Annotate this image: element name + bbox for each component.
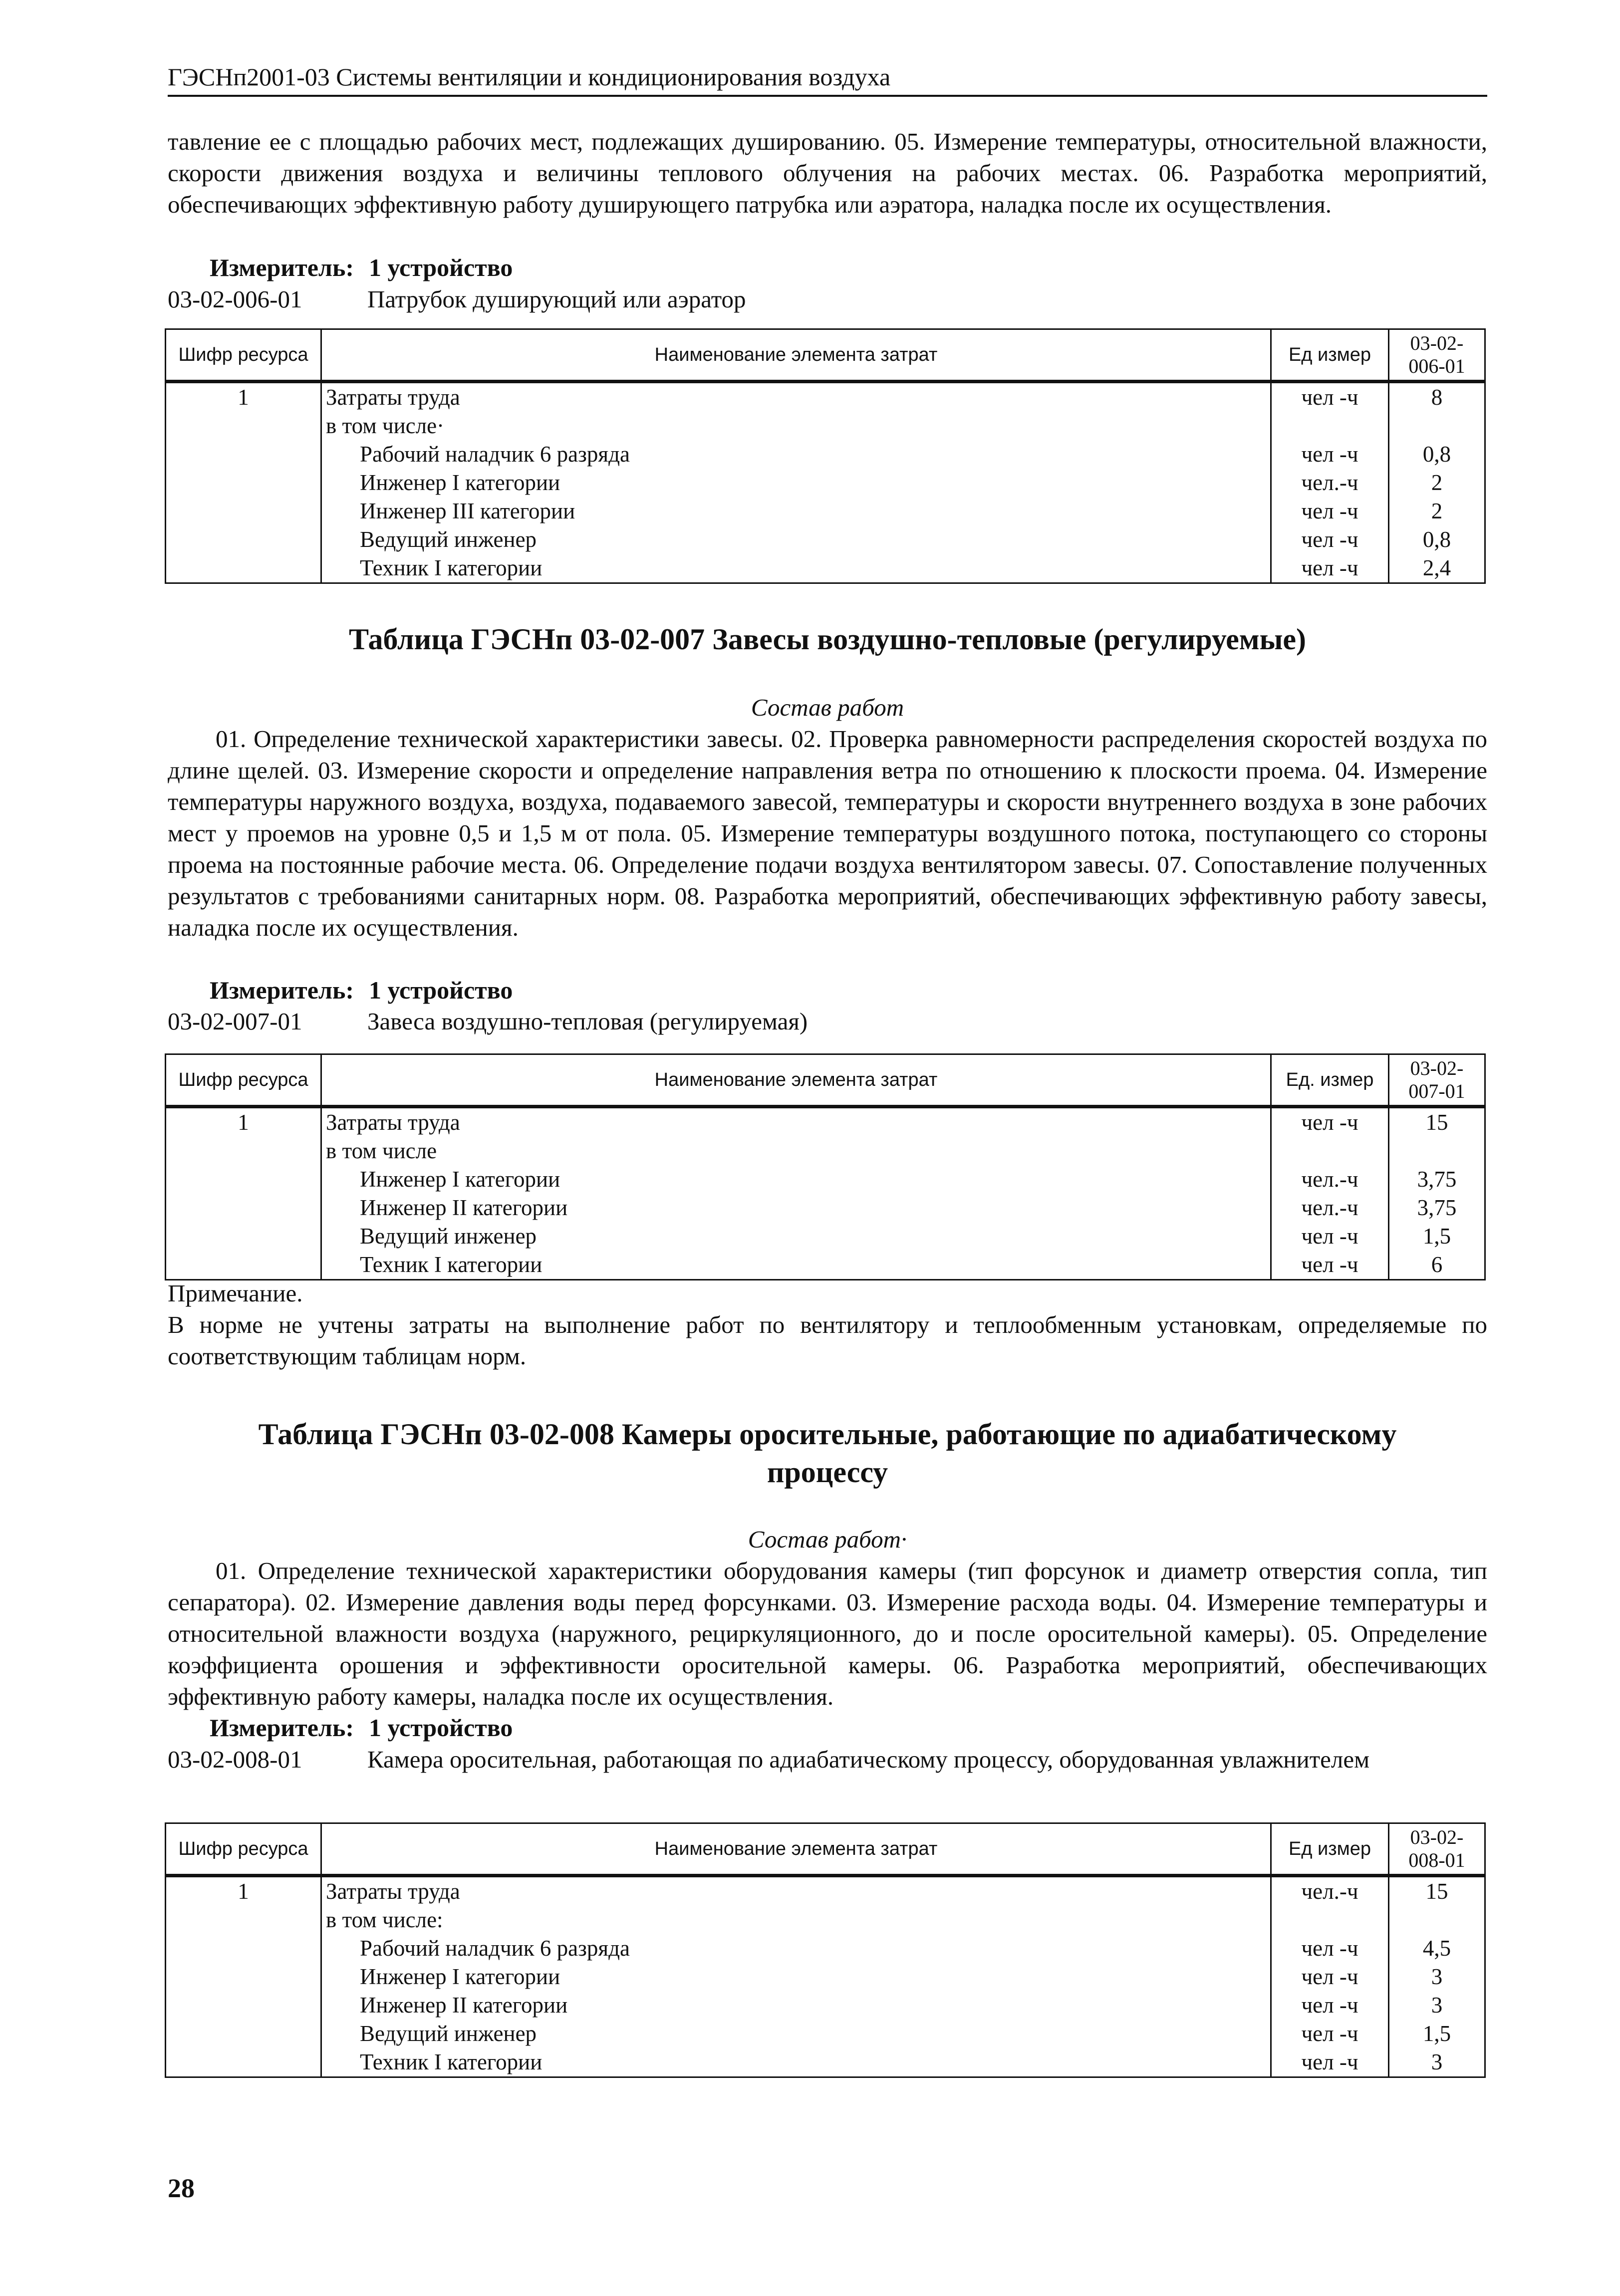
section-title-008: Таблица ГЭСНп 03-02-008 Камеры оросительные, работающие по адиабатическому процессу [258, 1418, 1397, 1489]
resource-table-006 [165, 328, 1486, 584]
resource-code-cell [166, 1963, 321, 1991]
value-cell: 6 [1389, 1251, 1485, 1280]
section-paragraph-008: 01. Определение технической характеристики оборудования камеры (тип форсунок и диаметр отверстия сопла, тип сепаратора). 02. Измерение давления воды перед форсунками. 03. Измерение расхода воды. 04. Измерение температуры и относительной влажности воздуха (наружного, рециркуляционного, до и после оросительной камеры). 05. Определение коэффициента орошения и эффективности оросительной камеры. 06. Разработка мероприятий, обеспечивающих эффективную работу камеры, наладка после их осуществления. [168, 1557, 1487, 1710]
unit-cell: чел -ч [1271, 1991, 1389, 2020]
page-number: 28 [168, 2173, 195, 2203]
measure-line-3 [210, 1712, 513, 1744]
cost-element-name: в том числе [321, 1137, 1271, 1165]
column-header-unit: Ед. измер [1271, 1054, 1389, 1107]
table-row [166, 382, 1485, 412]
cost-element-name: в том числе: [321, 1906, 1271, 1934]
unit-cell: чел -ч [1271, 497, 1389, 525]
section-paragraph-007: 01. Определение технической характеристики завесы. 02. Проверка равномерности распределения скоростей воздуха по длине щелей. 03. Измерение скорости и определение направления ветра по отношению к плоскости проема. 04. Измерение температуры наружного воздуха, воздуха, подаваемого завесой, температуры и скорости внутреннего воздуха в зоне рабочих мест у проемов на уровне 0,5 и 1,5 м от пола. 05. Измерение температуры воздушного потока, поступающего со стороны проема на постоянные рабочие места. 06. Определение подачи воздуха вентилятором завесы. 07. Сопоставление полученных результатов с требованиями санитарных норм. 08. Разработка мероприятий, обеспечивающих эффективную работу завесы, наладка после их осуществления. [168, 725, 1487, 941]
table-body [166, 382, 1485, 583]
column-header-resource: Шифр ресурса [166, 329, 321, 382]
cost-element-name: в том числе· [321, 412, 1271, 440]
resource-code-cell [166, 440, 321, 469]
resource-code-cell: 1 [166, 382, 321, 412]
column-header-code: 03-02- 006-01 [1389, 329, 1485, 382]
unit-cell: чел -ч [1271, 1934, 1389, 1963]
unit-cell: чел -ч [1271, 440, 1389, 469]
unit-cell: чел -ч [1271, 554, 1389, 583]
resource-code-cell [166, 554, 321, 583]
measure-line-1 [210, 252, 513, 283]
cost-element-name: Рабочий наладчик 6 разряда [321, 1934, 1271, 1963]
norm-code: 03-02-007-01 [168, 1008, 302, 1035]
value-cell: 4,5 [1389, 1934, 1485, 1963]
table-body [166, 1876, 1485, 2077]
resource-code-cell [166, 1137, 321, 1165]
table-row [166, 497, 1485, 525]
column-header-code: 03-02- 008-01 [1389, 1823, 1485, 1876]
resource-table-007 [165, 1053, 1486, 1280]
column-header-resource: Шифр ресурса [166, 1054, 321, 1107]
table-row [166, 1194, 1485, 1222]
resource-code-cell [166, 412, 321, 440]
table-row [166, 469, 1485, 497]
cost-element-name: Инженер I категории [321, 1963, 1271, 1991]
unit-cell [1271, 412, 1389, 440]
cost-element-name: Затраты труда [321, 1107, 1271, 1137]
value-cell: 2,4 [1389, 554, 1485, 583]
cost-element-name: Затраты труда [321, 382, 1271, 412]
note-label: Примечание. [168, 1279, 303, 1307]
norm-description: Патрубок душирующий или аэратор [367, 285, 746, 313]
table-row [166, 1222, 1485, 1251]
table-row [166, 525, 1485, 554]
norm-code: 03-02-008-01 [168, 1746, 302, 1773]
section-subtitle-008: Состав работ· [748, 1526, 907, 1553]
value-cell: 3 [1389, 2048, 1485, 2077]
value-cell [1389, 1137, 1485, 1165]
value-cell: 0,8 [1389, 440, 1485, 469]
measure-label: Измеритель: [210, 976, 354, 1004]
resource-code-cell [166, 1165, 321, 1194]
note-text: В норме не учтены затраты на выполнение работ по вентилятору и теплообменным установкам, определяемые по соответствующим таблицам норм. [168, 1311, 1487, 1370]
table-row [166, 1991, 1485, 2020]
table-row [166, 1934, 1485, 1963]
unit-cell: чел -ч [1271, 2020, 1389, 2048]
cost-element-name: Техник I категории [321, 554, 1271, 583]
unit-cell: чел -ч [1271, 1963, 1389, 1991]
resource-code-cell [166, 2048, 321, 2077]
cost-element-name: Затраты труда [321, 1876, 1271, 1906]
table-row [166, 2020, 1485, 2048]
unit-cell: чел.-ч [1271, 1194, 1389, 1222]
table-row [166, 412, 1485, 440]
value-cell: 8 [1389, 382, 1485, 412]
cost-element-name: Техник I категории [321, 1251, 1271, 1280]
table-row [166, 1165, 1485, 1194]
unit-cell: чел.-ч [1271, 1165, 1389, 1194]
unit-cell: чел -ч [1271, 1222, 1389, 1251]
unit-cell: чел -ч [1271, 2048, 1389, 2077]
running-header: ГЭСНп2001-03 Системы вентиляции и кондиционирования воздуха [168, 59, 1487, 97]
value-cell: 15 [1389, 1107, 1485, 1137]
table-row [166, 1251, 1485, 1280]
section-title-007: Таблица ГЭСНп 03-02-007 Завесы воздушно-тепловые (регулируемые) [348, 623, 1307, 656]
section-subtitle-007: Состав работ [751, 694, 904, 721]
norm-description: Камера оросительная, работающая по адиабатическому процессу, оборудованная увлажнителем [367, 1746, 1370, 1773]
unit-cell: чел.-ч [1271, 469, 1389, 497]
resource-code-cell [166, 1222, 321, 1251]
value-cell [1389, 1906, 1485, 1934]
cost-element-name: Техник I категории [321, 2048, 1271, 2077]
cost-element-name: Рабочий наладчик 6 разряда [321, 440, 1271, 469]
resource-code-cell [166, 1251, 321, 1280]
value-cell: 15 [1389, 1876, 1485, 1906]
resource-code-cell [166, 525, 321, 554]
column-header-code: 03-02- 007-01 [1389, 1054, 1485, 1107]
value-cell: 3 [1389, 1963, 1485, 1991]
cost-element-name: Ведущий инженер [321, 525, 1271, 554]
unit-cell: чел -ч [1271, 382, 1389, 412]
measure-value: 1 устройство [369, 254, 513, 281]
cost-element-name: Инженер I категории [321, 1165, 1271, 1194]
norm-code: 03-02-006-01 [168, 285, 302, 313]
measure-value: 1 устройство [369, 976, 513, 1004]
resource-code-cell [166, 1991, 321, 2020]
cost-element-name: Инженер III категории [321, 497, 1271, 525]
value-cell: 2 [1389, 469, 1485, 497]
resource-code-cell [166, 1934, 321, 1963]
value-cell: 1,5 [1389, 2020, 1485, 2048]
table-row [166, 1963, 1485, 1991]
column-header-resource: Шифр ресурса [166, 1823, 321, 1876]
unit-cell [1271, 1906, 1389, 1934]
column-header-name: Наименование элемента затрат [321, 1823, 1271, 1876]
value-cell: 3,75 [1389, 1165, 1485, 1194]
value-cell: 2 [1389, 497, 1485, 525]
measure-value: 1 устройство [369, 1714, 513, 1742]
unit-cell: чел.-ч [1271, 1876, 1389, 1906]
table-row [166, 554, 1485, 583]
column-header-unit: Ед измер [1271, 329, 1389, 382]
table-row [166, 1137, 1485, 1165]
measure-line-2 [210, 975, 513, 1006]
value-cell: 0,8 [1389, 525, 1485, 554]
table-row [166, 1906, 1485, 1934]
intro-paragraph: тавление ее с площадью рабочих мест, подлежащих душированию. 05. Измерение температуры, относительной влажности, скорости движения воздуха и величины теплового облучения на рабочих местах. 06. Разработка мероприятий, обеспечивающих эффективную работу душирующего патрубка или аэратора, наладка после их осуществления. [168, 128, 1487, 218]
value-cell [1389, 412, 1485, 440]
value-cell: 3,75 [1389, 1194, 1485, 1222]
table-row [166, 1876, 1485, 1906]
resource-code-cell [166, 1906, 321, 1934]
unit-cell [1271, 1137, 1389, 1165]
measure-label: Измеритель: [210, 1714, 354, 1742]
column-header-name: Наименование элемента затрат [321, 329, 1271, 382]
cost-element-name: Ведущий инженер [321, 2020, 1271, 2048]
resource-code-cell [166, 1194, 321, 1222]
unit-cell: чел -ч [1271, 1251, 1389, 1280]
resource-table-008 [165, 1822, 1486, 2078]
column-header-unit: Ед измер [1271, 1823, 1389, 1876]
cost-element-name: Инженер I категории [321, 469, 1271, 497]
table-row [166, 1107, 1485, 1137]
table-row [166, 2048, 1485, 2077]
cost-element-name: Инженер II категории [321, 1991, 1271, 2020]
table-row [166, 440, 1485, 469]
resource-code-cell [166, 2020, 321, 2048]
resource-code-cell [166, 497, 321, 525]
unit-cell: чел -ч [1271, 1107, 1389, 1137]
resource-code-cell: 1 [166, 1876, 321, 1906]
unit-cell: чел -ч [1271, 525, 1389, 554]
resource-code-cell [166, 469, 321, 497]
table-body [166, 1107, 1485, 1280]
resource-code-cell: 1 [166, 1107, 321, 1137]
measure-label: Измеритель: [210, 254, 354, 281]
norm-description: Завеса воздушно-тепловая (регулируемая) [367, 1008, 808, 1035]
column-header-name: Наименование элемента затрат [321, 1054, 1271, 1107]
cost-element-name: Ведущий инженер [321, 1222, 1271, 1251]
value-cell: 3 [1389, 1991, 1485, 2020]
value-cell: 1,5 [1389, 1222, 1485, 1251]
cost-element-name: Инженер II категории [321, 1194, 1271, 1222]
